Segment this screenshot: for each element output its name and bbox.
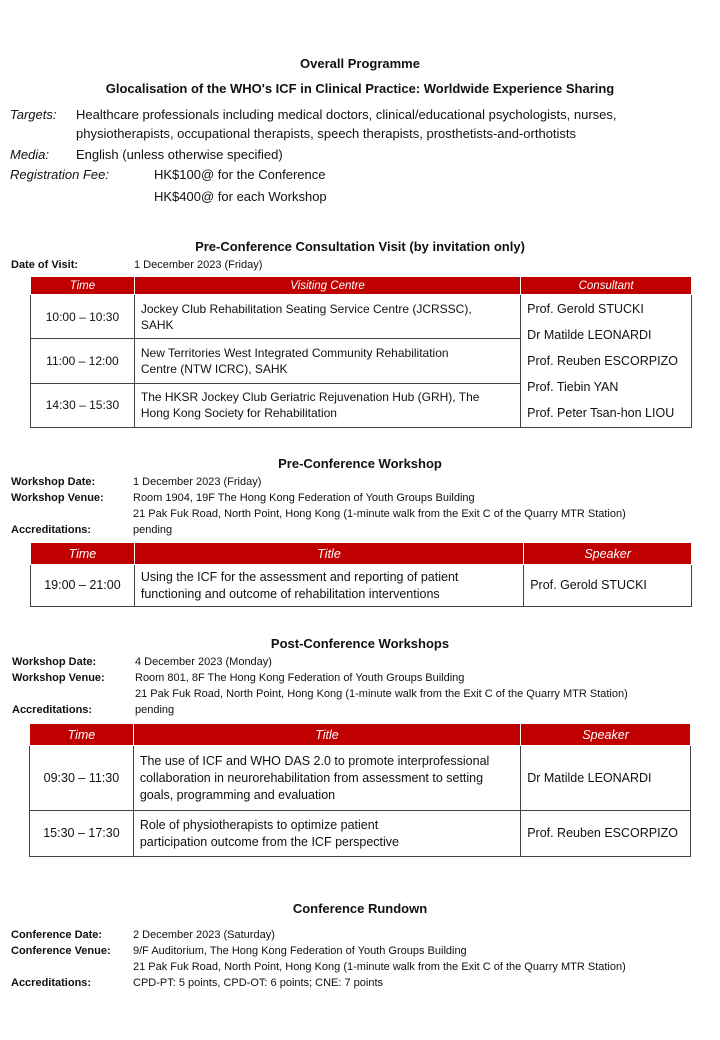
session-title: [134, 565, 523, 607]
table-row: [30, 746, 691, 811]
title-line: Using the ICF for the assessment and reporting of patient: [140, 569, 459, 584]
centre-line: New Territories West Integrated Community Rehabilitation: [140, 345, 449, 360]
conference-venue-line: 9/F Auditorium, The Hong Kong Federation of Youth Groups Building: [133, 945, 467, 957]
fee-line-1: HK$100@ for the Conference: [154, 167, 326, 182]
visit-date-value: 1 December 2023 (Friday): [134, 259, 263, 271]
visit-heading: Pre-Conference Consultation Visit (by invitation only): [195, 239, 525, 254]
pre-workshop-table: [30, 542, 692, 607]
visit-header-row: [31, 277, 692, 295]
conference-date-label: Conference Date:: [11, 929, 103, 941]
title-line: functioning and outcome of rehabilitation interventions: [140, 586, 440, 601]
conference-venue-label: Conference Venue:: [11, 945, 111, 957]
visit-time: 10:00 – 10:30: [31, 295, 135, 339]
workshop-venue-label: Workshop Venue:: [12, 672, 105, 684]
col-title: Title: [134, 543, 523, 565]
session-title: [133, 746, 520, 811]
pre-workshop-meta-values: [133, 474, 626, 538]
media-label: Media:: [10, 147, 50, 162]
session-speaker: Prof. Reuben ESCORPIZO: [521, 811, 691, 857]
workshop-date-label: Workshop Date:: [11, 476, 96, 488]
accreditations-value: CPD-PT: 5 points, CPD-OT: 6 points; CNE: 7 points: [133, 977, 384, 989]
workshop-venue-line: 21 Pak Fuk Road, North Point, Hong Kong (1-minute walk from the Exit C of the Quarry MTR Station): [135, 688, 628, 700]
post-workshop-table: [29, 723, 691, 857]
session-speaker: Prof. Gerold STUCKI: [524, 565, 692, 607]
workshop-date-label: Workshop Date:: [12, 656, 97, 668]
visit-date-label: Date of Visit:: [11, 259, 79, 271]
title-line: Role of physiotherapists to optimize patient: [139, 817, 379, 832]
page-title: Overall Programme: [300, 56, 420, 71]
centre-line: SAHK: [140, 317, 174, 332]
fee-label: Registration Fee:: [10, 167, 109, 182]
col-time: Time: [30, 724, 134, 746]
workshop-venue-line: 21 Pak Fuk Road, North Point, Hong Kong (1-minute walk from the Exit C of the Quarry MTR Station): [133, 508, 626, 520]
workshop-venue-label: Workshop Venue:: [11, 492, 104, 504]
table-row: [31, 565, 692, 607]
post-workshop-header-row: [30, 724, 691, 746]
workshop-venue-line: Room 801, 8F The Hong Kong Federation of Youth Groups Building: [135, 672, 465, 684]
targets-label: Targets:: [10, 107, 57, 122]
media-value: English (unless otherwise specified): [76, 147, 283, 162]
rundown-meta-labels: [11, 927, 111, 991]
conference-venue-line: 21 Pak Fuk Road, North Point, Hong Kong (1-minute walk from the Exit C of the Quarry MTR Station): [133, 961, 626, 973]
centre-line: Jockey Club Rehabilitation Seating Service Centre (JCRSSC),: [140, 301, 472, 316]
rundown-meta-values: [133, 927, 626, 991]
col-title: Title: [133, 724, 520, 746]
consultant-name: Dr Matilde LEONARDI: [527, 328, 652, 342]
title-line: goals, programming and evaluation: [139, 787, 336, 802]
consultant-name: Prof. Tiebin YAN: [527, 380, 619, 394]
page-subtitle: Glocalisation of the WHO's ICF in Clinical Practice: Worldwide Experience Sharing: [105, 81, 615, 96]
consultant-list: [521, 295, 692, 428]
col-speaker: Speaker: [521, 724, 691, 746]
fee-line-2: HK$400@ for each Workshop: [154, 189, 327, 204]
session-speaker: Dr Matilde LEONARDI: [521, 746, 691, 811]
pre-workshop-meta-labels: [11, 474, 104, 538]
visit-centre: [134, 339, 520, 383]
pre-workshop-header-row: [31, 543, 692, 565]
visit-table: [30, 276, 692, 428]
title-line: collaboration in neurorehabilitation from assessment to setting: [139, 770, 484, 785]
workshop-date-value: 4 December 2023 (Monday): [135, 656, 272, 668]
workshop-date-value: 1 December 2023 (Friday): [133, 476, 262, 488]
conference-date-value: 2 December 2023 (Saturday): [133, 929, 275, 941]
accreditations-label: Accreditations:: [11, 524, 92, 536]
col-speaker: Speaker: [524, 543, 692, 565]
consultant-name: Prof. Gerold STUCKI: [527, 302, 644, 316]
centre-line: The HKSR Jockey Club Geriatric Rejuvenation Hub (GRH), The: [140, 390, 480, 405]
accreditations-label: Accreditations:: [12, 704, 93, 716]
workshop-venue-line: Room 1904, 19F The Hong Kong Federation of Youth Groups Building: [133, 492, 475, 504]
table-row: [31, 295, 692, 339]
targets-line-1: Healthcare professionals including medical doctors, clinical/educational psychologists, nurses,: [76, 107, 617, 122]
col-time: Time: [31, 277, 135, 295]
centre-line: Centre (NTW ICRC), SAHK: [140, 361, 288, 376]
table-row: [30, 811, 691, 857]
visit-time: 14:30 – 15:30: [31, 383, 135, 427]
consultant-name: Prof. Reuben ESCORPIZO: [527, 354, 678, 368]
col-visiting-centre: Visiting Centre: [134, 277, 520, 295]
session-time: 15:30 – 17:30: [30, 811, 134, 857]
accreditations-value: pending: [133, 524, 173, 536]
targets-line-2: physiotherapists, occupational therapists, speech therapists, prosthetists-and-orthotists: [76, 126, 577, 141]
post-workshop-meta-labels: [12, 654, 105, 718]
title-line: The use of ICF and WHO DAS 2.0 to promote interprofessional: [139, 753, 490, 768]
session-time: 09:30 – 11:30: [30, 746, 134, 811]
col-time: Time: [31, 543, 135, 565]
title-line: participation outcome from the ICF perspective: [139, 834, 399, 849]
pre-workshop-heading: Pre-Conference Workshop: [278, 456, 442, 471]
post-workshop-meta-values: [135, 654, 628, 718]
col-consultant: Consultant: [521, 277, 692, 295]
accreditations-value: pending: [135, 704, 175, 716]
session-time: 19:00 – 21:00: [31, 565, 135, 607]
visit-centre: [134, 295, 520, 339]
rundown-heading: Conference Rundown: [292, 901, 428, 916]
consultant-name: Prof. Peter Tsan-hon LIOU: [527, 406, 675, 420]
centre-line: Hong Kong Society for Rehabilitation: [140, 406, 337, 421]
visit-centre: [134, 383, 520, 427]
post-workshop-heading: Post-Conference Workshops: [270, 636, 450, 651]
accreditations-label: Accreditations:: [11, 977, 92, 989]
session-title: [133, 811, 520, 857]
visit-time: 11:00 – 12:00: [31, 339, 135, 383]
